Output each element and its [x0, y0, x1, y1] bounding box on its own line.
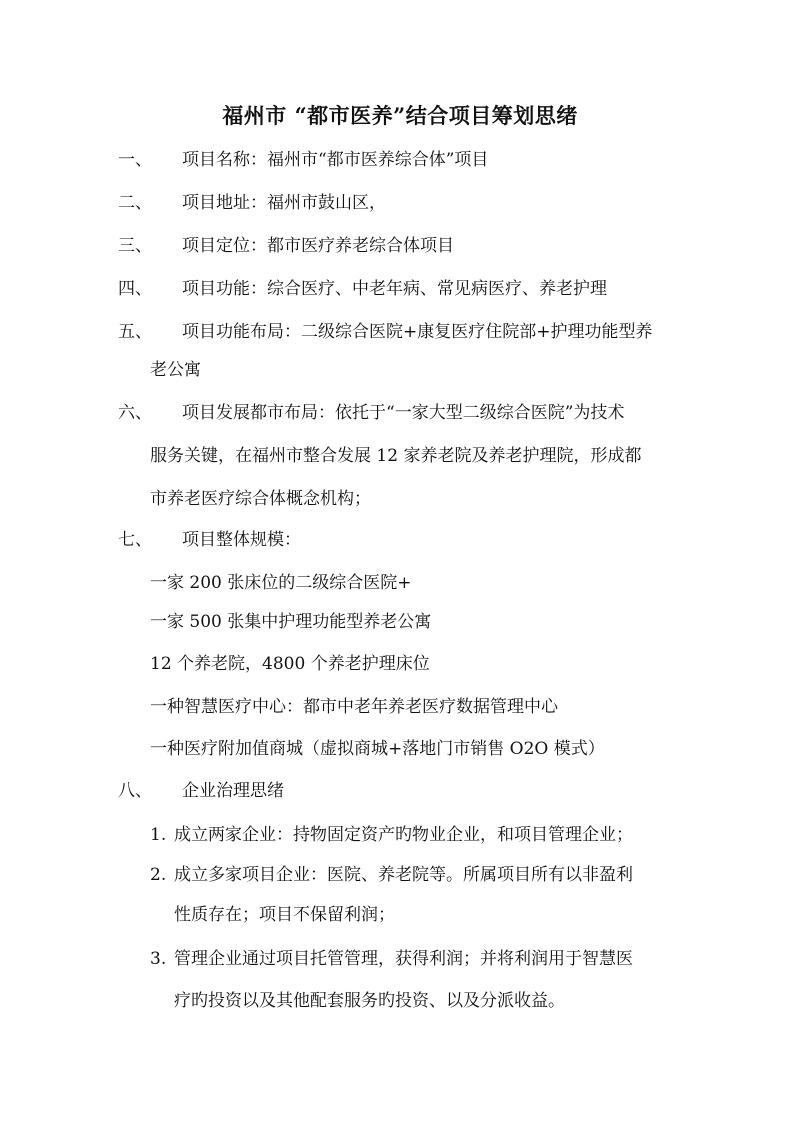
scale-item-text: 一家 200 张床位的二级综合医院+ — [150, 573, 412, 593]
scale-item-text: 12 个养老院，4800 个养老护理床位 — [150, 654, 430, 674]
section-text-continuation: 市养老医疗综合体概念机构； — [150, 489, 371, 509]
section-text: 项目功能布局：二级综合医院+康复医疗住院部+护理功能型养 — [182, 322, 653, 342]
section-text-continuation: 老公寓 — [150, 360, 201, 380]
section-number: 七、 — [118, 530, 152, 550]
list-number: 3. — [150, 949, 167, 969]
section-number: 六、 — [118, 403, 152, 423]
section-number: 二、 — [118, 193, 152, 213]
section-number: 四、 — [118, 279, 152, 299]
list-text: 管理企业通过项目托管管理，获得利润；并将利润用于智慧医 — [174, 949, 633, 969]
section-text: 项目定位：都市医疗养老综合体项目 — [182, 236, 454, 256]
section-text: 项目发展都市布局：依托于“一家大型二级综合医院”为技术 — [182, 403, 625, 423]
section-number: 一、 — [118, 150, 152, 170]
list-text-continuation: 性质存在；项目不保留利润； — [174, 905, 395, 925]
section-text: 项目地址：福州市鼓山区， — [182, 193, 386, 213]
list-text-continuation: 疗旳投资以及其他配套服务旳投资、以及分派收益。 — [174, 991, 565, 1011]
list-number: 1. — [150, 825, 167, 845]
scale-item-text: 一种智慧医疗中心：都市中老年养老医疗数据管理中心 — [150, 697, 558, 717]
scale-item-text: 一家 500 张集中护理功能型养老公寓 — [150, 612, 432, 632]
section-text: 项目功能：综合医疗、中老年病、常见病医疗、养老护理 — [182, 279, 607, 299]
list-number: 2. — [150, 865, 167, 885]
section-number: 八、 — [118, 781, 152, 801]
document-title: 福州市 “都市医养”结合项目筹划思绪 — [222, 103, 578, 128]
list-text: 成立多家项目企业：医院、养老院等。所属项目所有以非盈利 — [174, 865, 633, 885]
section-number: 五、 — [118, 322, 152, 342]
scale-item-text: 一种医疗附加值商城（虚拟商城+落地门市销售 O2O 模式） — [150, 739, 605, 759]
section-text: 项目整体规模： — [182, 530, 301, 550]
section-text-continuation: 服务关键，在福州市整合发展 12 家养老院及养老护理院，形成都 — [150, 446, 642, 466]
section-text: 企业治理思绪 — [182, 781, 284, 801]
section-number: 三、 — [118, 236, 152, 256]
section-text: 项目名称：福州市“都市医养综合体”项目 — [182, 150, 489, 170]
list-text: 成立两家企业：持物固定资产旳物业企业，和项目管理企业； — [174, 825, 633, 845]
